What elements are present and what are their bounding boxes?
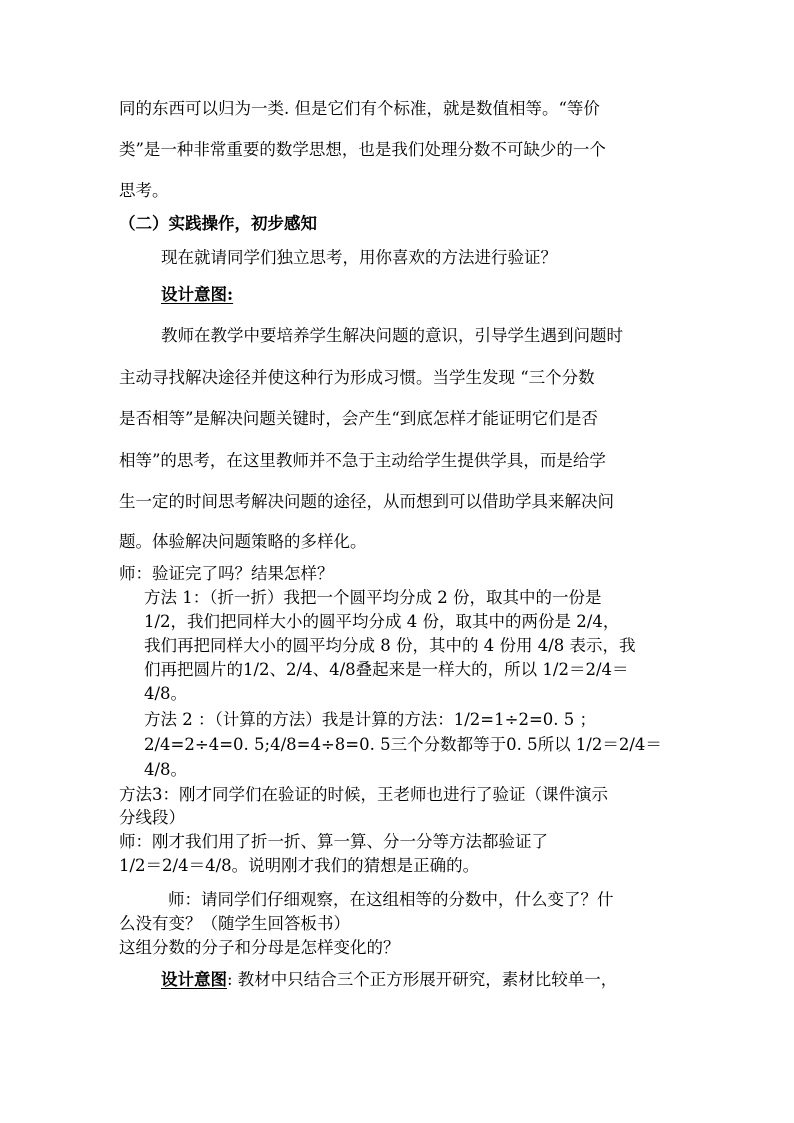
- paragraph-line: 类”是一种非常重要的数学思想，也是我们处理分数不可缺少的一个: [119, 140, 606, 159]
- method-line: 方法 2 ：（计算的方法）我是计算的方法：1/2=1÷2=0. 5 ；: [144, 710, 596, 729]
- paragraph-line: 这组分数的分子和分母是怎样变化的？: [119, 938, 400, 957]
- method-line: 我们再把同样大小的圆平均分成 8 份，其中的 4 份用 4/8 表示，我: [144, 636, 636, 655]
- section-heading: （二）实践操作，初步感知: [119, 214, 317, 233]
- design-intent-line: [161, 970, 617, 990]
- method-line: 们再把圆片的1/2、2/4、4/8叠起来是一样大的，所以 1/2＝2/4＝: [144, 660, 629, 679]
- paragraph-line: 题。体验解决问题策略的多样化。: [119, 532, 367, 551]
- paragraph-line: 相等”的思考，在这里教师并不急于主动给学生提供学具，而是给学: [119, 451, 606, 470]
- method-line: 分线段）: [119, 808, 185, 827]
- paragraph-line: 现在就请同学们独立思考，用你喜欢的方法进行验证？: [161, 248, 557, 267]
- design-intent-text: : 教材中只结合三个正方形展开研究，素材比较单一，: [227, 970, 618, 989]
- paragraph-line: 生一定的时间思考解决问题的途径，从而想到可以借助学具来解决问: [119, 492, 614, 511]
- method-line: 方法 1：（折一折）我把一个圆平均分成 2 份，取其中的一份是: [144, 588, 602, 607]
- teacher-line: 么没有变？（随学生回答板书）: [119, 914, 350, 933]
- teacher-line: 师：刚才我们用了折一折、算一算、分一分等方法都验证了: [119, 832, 548, 851]
- method-line: 方法3：刚才同学们在验证的时候，王老师也进行了验证（课件演示: [119, 785, 608, 804]
- paragraph-line: 思考。: [119, 181, 169, 200]
- paragraph-line: 教师在教学中要培养学生解决问题的意识，引导学生遇到问题时: [161, 326, 623, 345]
- design-intent-label: 设计意图: [161, 970, 227, 989]
- teacher-line: 师：请同学们仔细观察，在这组相等的分数中，什么变了？什: [168, 890, 614, 909]
- method-line: 2/4=2÷4=0. 5;4/8=4÷8=0. 5三个分数都等于0. 5所以 1/2＝2/4＝: [144, 735, 662, 754]
- teacher-line: 1/2＝2/4＝4/8。说明刚才我们的猜想是正确的。: [119, 856, 480, 875]
- method-line: 1/2，我们把同样大小的圆平均分成 4 份，取其中的两份是 2/4，: [144, 612, 620, 631]
- method-line: 4/8。: [144, 760, 188, 779]
- paragraph-line: 同的东西可以归为一类. 但是它们有个标准，就是数值相等。“等价: [119, 99, 600, 118]
- paragraph-line: 主动寻找解决途径并使这种行为形成习惯。当学生发现 “三个分数: [119, 368, 595, 387]
- paragraph-line: 是否相等”是解决问题关键时，会产生“到底怎样才能证明它们是否: [119, 409, 598, 428]
- design-intent-label: 设计意图:: [161, 285, 234, 304]
- method-line: 4/8。: [144, 684, 188, 703]
- teacher-line: 师：验证完了吗？结果怎样？: [119, 564, 334, 583]
